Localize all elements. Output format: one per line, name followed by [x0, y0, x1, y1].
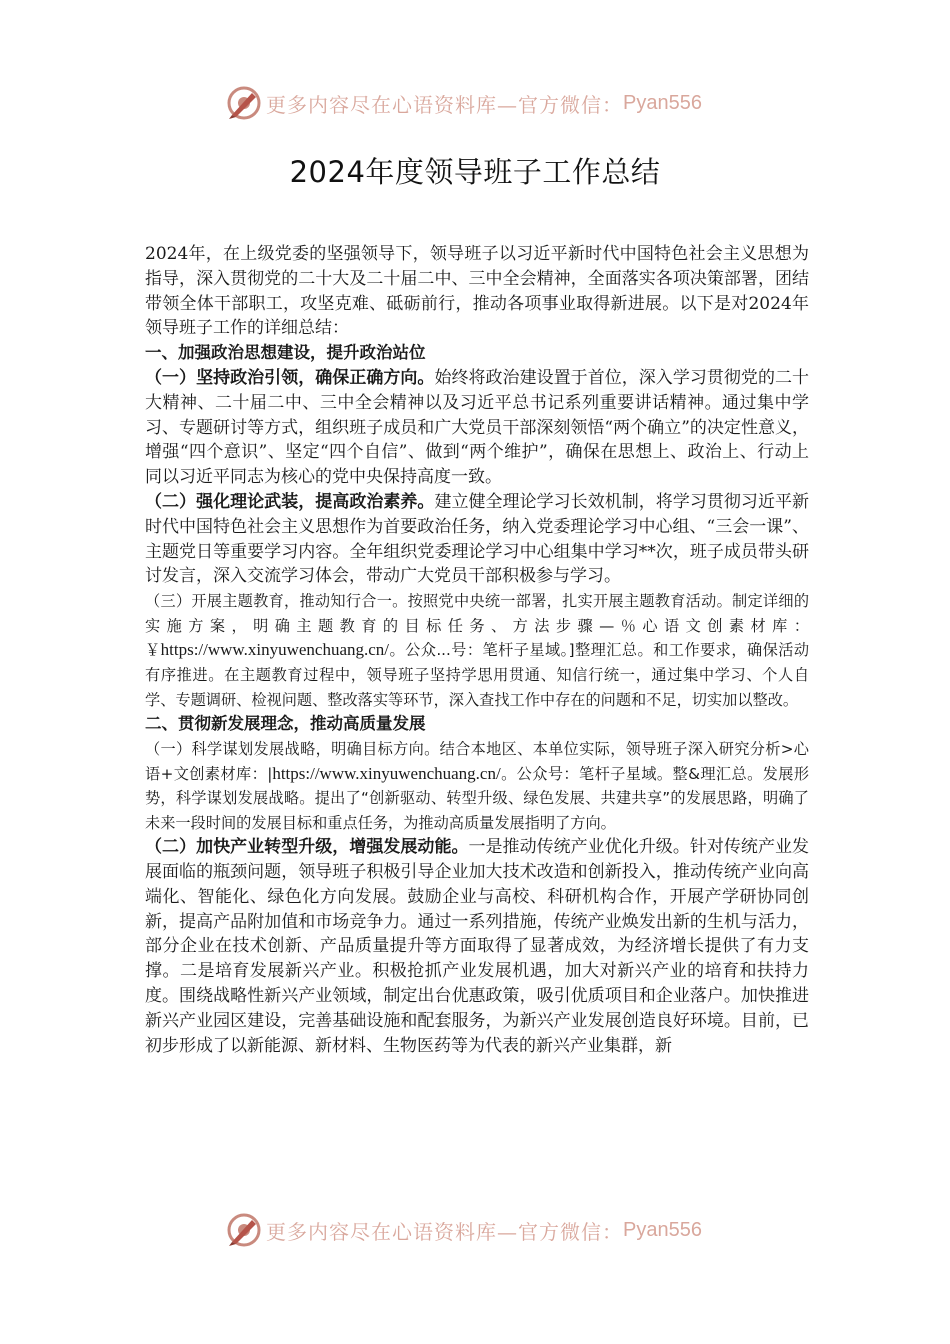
- section-2-paragraph-2: [145, 835, 809, 1058]
- paragraph-text: （三）开展主题教育，推动知行合一。按照党中央统一部署，扎实开展主题教育活动。制定详细的实施方案，明确主题教育的目标任务、方法步骤—％心语文创素材库：￥: [145, 592, 809, 660]
- paragraph-text: 建立健全理论学习长效机制，将学习贯彻习近平新时代中国特色社会主义思想作为首要政治任务，纳入党委理论学习中心组、“三会一课”、主题党日等重要学习内容。全年组织党委理论学习中心组集中学习**次，班子成员带头研讨发言，深入交流学习体会，带动广大党员干部积极参与学习。: [145, 491, 810, 587]
- paragraph-lead: （一）坚持政治引领，确保正确方向。: [145, 367, 435, 388]
- section-1-paragraph-3: [145, 589, 809, 712]
- section-1-paragraph-1: [145, 366, 809, 490]
- paragraph-text: 。公众号：笔杆子星域。整&理汇总。发展形势，科学谋划发展战略。提出了“创新驱动、转型升级、绿色发展、共建共享”的发展思路，明确了未来一段时间的发展目标和重点任务，为推动高质量发展指明了方向。: [145, 764, 810, 832]
- paragraph-text: 始终将政治建设置于首位，深入学习贯彻党的二十大精神、二十届二中、三中全会精神以及习近平总书记系列重要讲话精神。通过集中学习、专题研讨等方式，组织班子成员和广大党员干部深刻领悟“两个确立”的决定性意义，增强“四个意识”、坚定“四个自信”、做到“两个维护”，确保在思想上、政治上、行动上同以习近平同志为核心的党中央保持高度一致。: [145, 367, 810, 488]
- website-url: https://www.xinyuwenchuang.cn/: [272, 763, 501, 783]
- section-1-heading: 一、加强政治思想建设，提升政治站位: [145, 343, 426, 363]
- section-2-paragraph-1: [145, 737, 809, 835]
- pen-logo-icon: [226, 85, 262, 121]
- paragraph-text: （一）科学谋划发展战略，明确目标方向。结合本地区、本单位实际，领导班子深入研究分析>心语+文创素材库：|: [145, 739, 809, 783]
- paragraph-text: 。公众...号：笔杆子星域。]整理汇总。和工作要求，确保活动有序推进。在主题教育过程中，领导班子坚持学思用贯通、知信行统一，通过集中学习、个人自学、专题调研、检视问题、整改落实等环节，深入查找工作中存在的问题和不足，切实加以整改。: [145, 641, 810, 709]
- pen-logo-icon: [226, 1212, 262, 1248]
- banner-text: 更多内容尽在心语资料库—官方微信：: [266, 1219, 623, 1244]
- banner-text: 更多内容尽在心语资料库—官方微信：: [266, 92, 623, 117]
- banner-wechat-id: Pyan556: [623, 1218, 702, 1241]
- document-title: 2024年度领导班子工作总结: [289, 155, 661, 189]
- document-body: [145, 242, 809, 1058]
- website-url: https://www.xinyuwenchuang.cn/: [160, 640, 390, 660]
- paragraph-lead: （二）强化理论武装，提高政治素养。: [145, 491, 435, 512]
- section-1-paragraph-2: [145, 490, 809, 589]
- banner-wechat-id: Pyan556: [623, 91, 702, 114]
- paragraph-text: 一是推动传统产业优化升级。针对传统产业发展面临的瓶颈问题，领导班子积极引导企业加大技术改造和创新投入，推动传统产业向高端化、智能化、绿色化方向发展。鼓励企业与高校、科研机构合作，开展产学研协同创新，提高产品附加值和市场竞争力。通过一系列措施，传统产业焕发出新的生机与活力，部分企业在技术创新、产品质量提升等方面取得了显著成效，为经济增长提供了有力支撑。二是培育发展新兴产业。积极抢抓产业发展机遇，加大对新兴产业的培育和扶持力度。围绕战略性新兴产业领域，制定出台优惠政策，吸引优质项目和企业落户。加快推进新兴产业园区建设，完善基础设施和配套服务，为新兴产业发展创造良好环境。目前，已初步形成了以新能源、新材料、生物医药等为代表的新兴产业集群，新: [145, 837, 809, 1056]
- header-watermark-banner: [226, 85, 726, 121]
- paragraph-lead: （二）加快产业转型升级，增强发展动能。: [145, 837, 469, 858]
- intro-paragraph: 2024年，在上级党委的坚强领导下，领导班子以习近平新时代中国特色社会主义思想为指导，深入贯彻党的二十大及二十届二中、三中全会精神，全面落实各项决策部署，团结带领全体干部职工，攻坚克难、砥砺前行，推动各项事业取得新进展。以下是对2024年领导班子工作的详细总结：: [145, 244, 809, 339]
- footer-watermark-banner: [226, 1212, 726, 1248]
- section-2-heading: 二、贯彻新发展理念，推动高质量发展: [145, 714, 426, 734]
